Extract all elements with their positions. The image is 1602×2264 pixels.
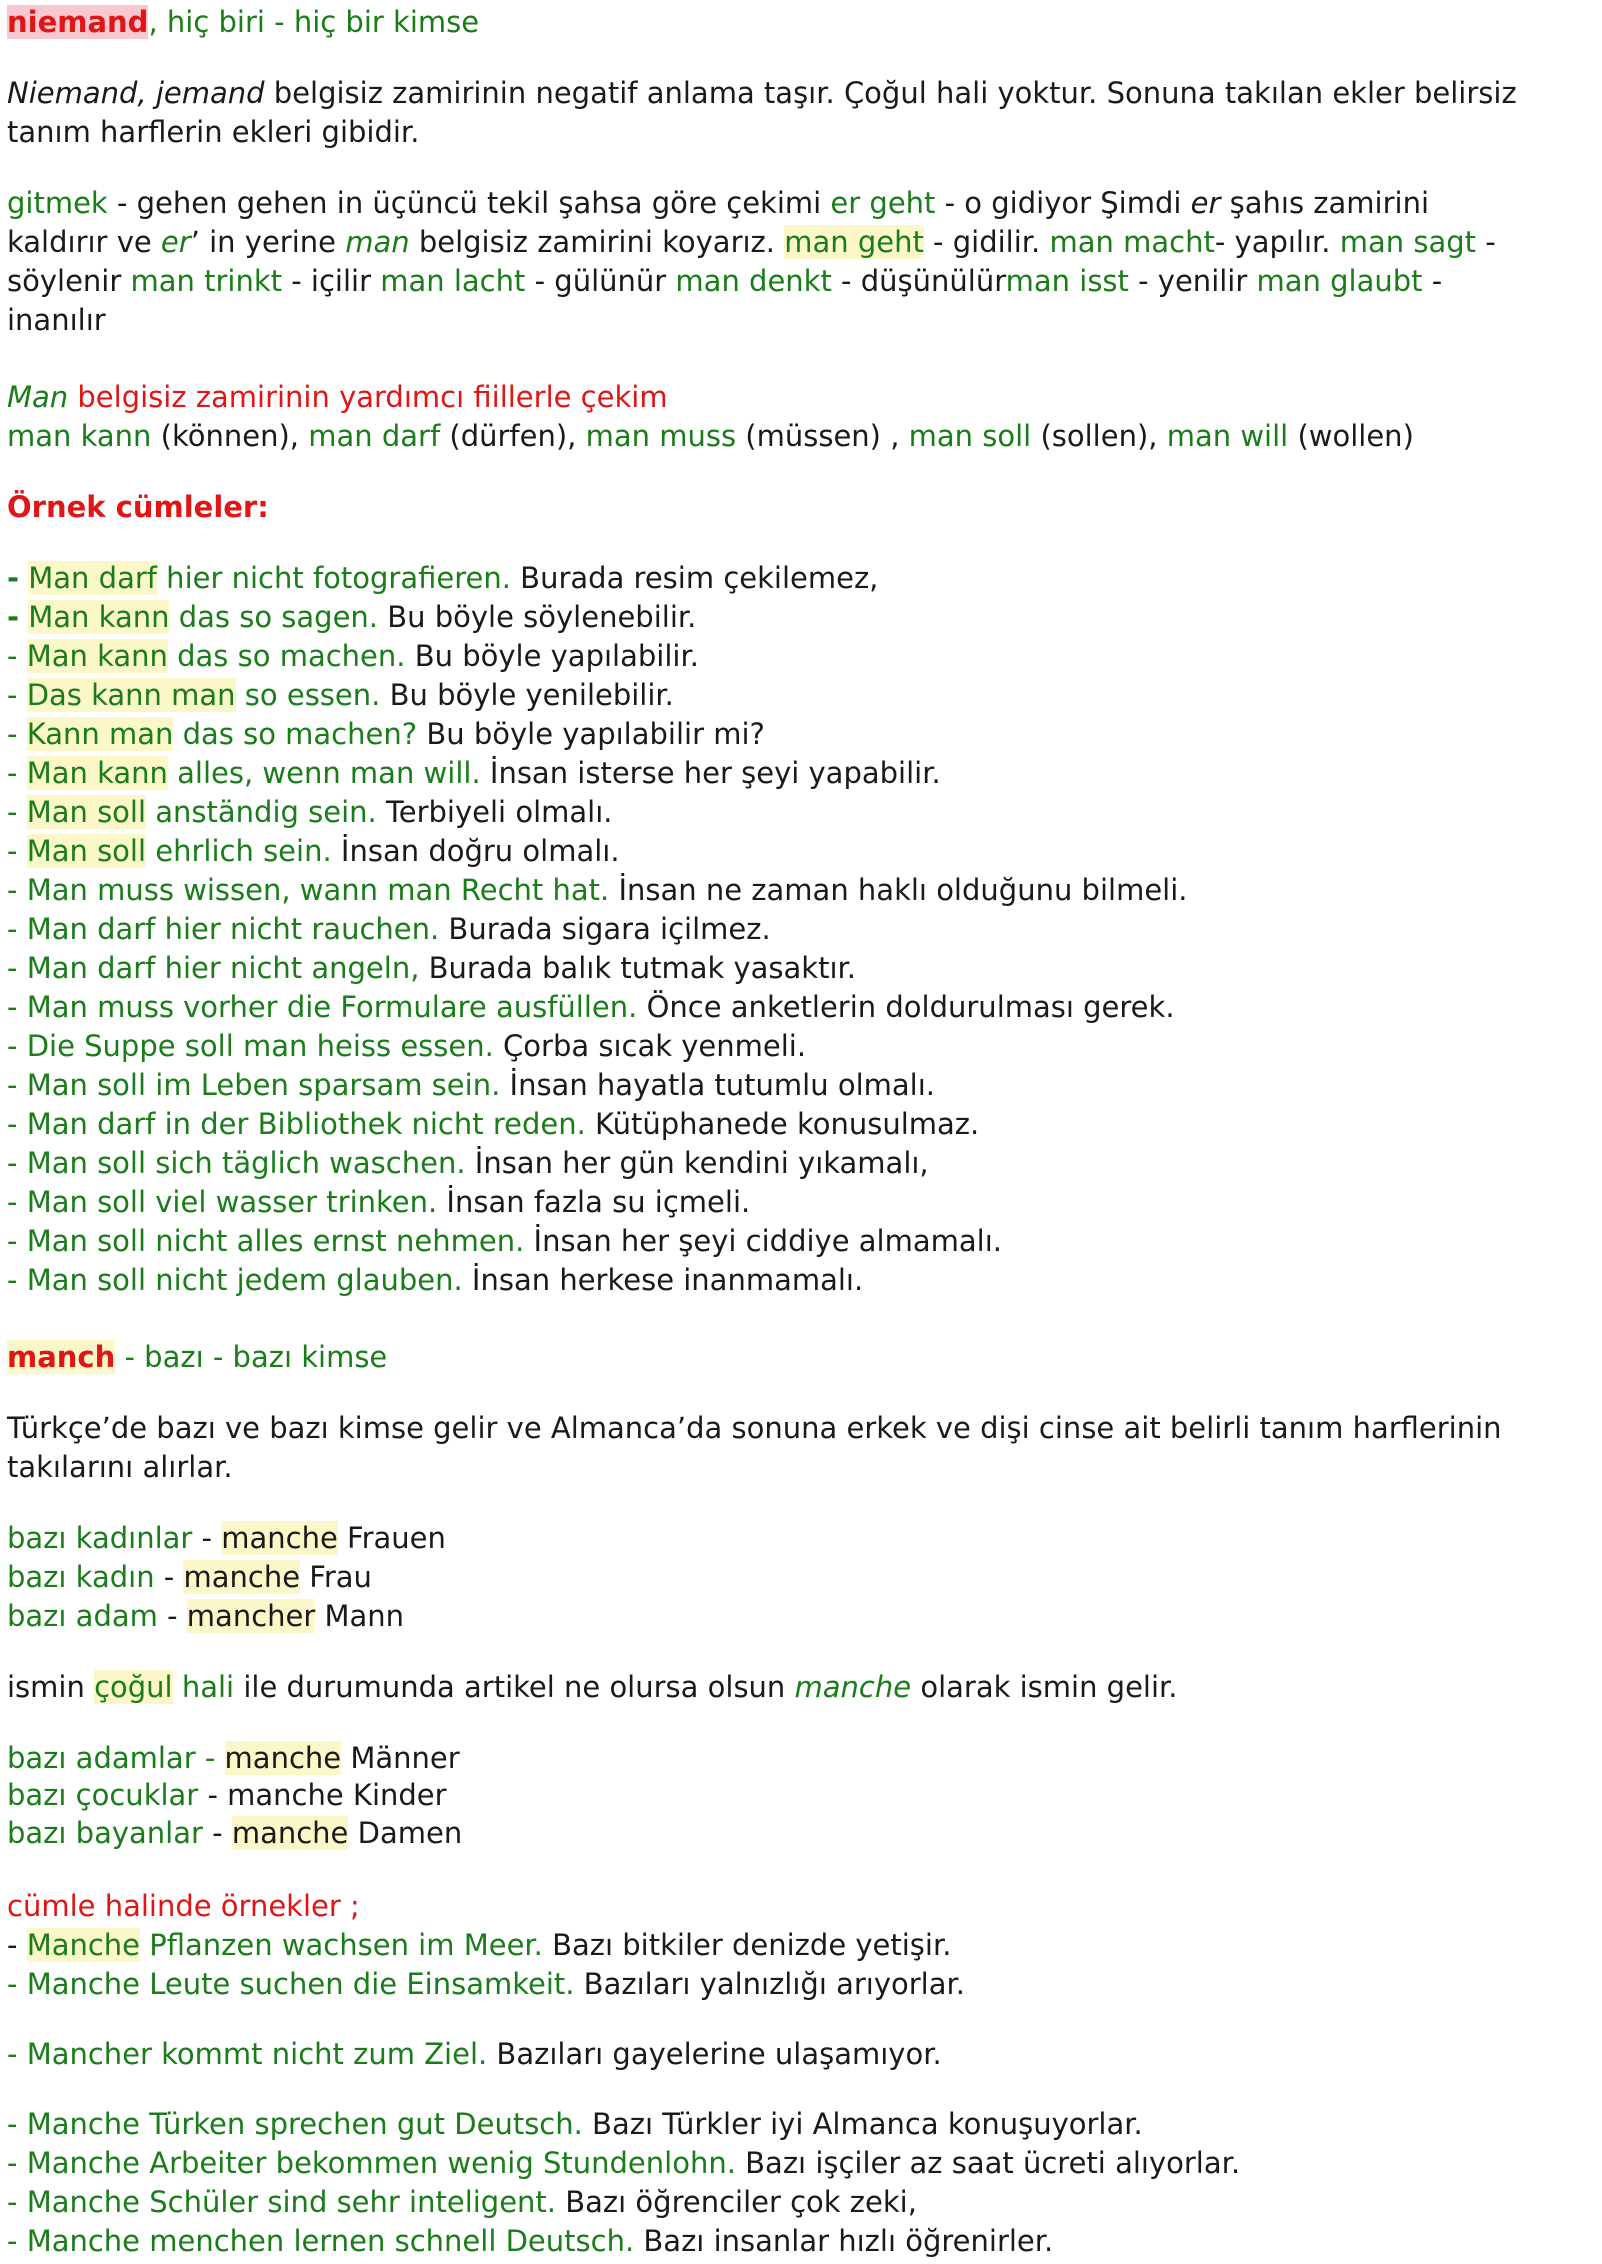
- term: gitmek: [7, 186, 108, 220]
- text: ismin: [7, 1670, 95, 1704]
- dash: -: [7, 2224, 27, 2258]
- term: man lacht: [380, 264, 526, 298]
- modal-list: [7, 417, 1414, 456]
- separator: -: [157, 1599, 187, 1633]
- example-sentence: [7, 1183, 750, 1222]
- highlight: Kann man: [26, 717, 174, 751]
- german-noun: Mann: [315, 1599, 405, 1633]
- german-text: Man soll im Leben sparsam sein.: [26, 1068, 501, 1102]
- manch-form: manche: [183, 1560, 301, 1594]
- text: şahıs zamirini: [1220, 186, 1430, 220]
- dash: -: [7, 1224, 27, 1258]
- german-text: Man soll nicht alles ernst nehmen.: [26, 1224, 525, 1258]
- german-noun: Damen: [348, 1816, 463, 1850]
- example-sentence: [7, 2035, 942, 2074]
- turkish-phrase: bazı adam: [7, 1599, 158, 1633]
- turkish-text: Terbiyeli olmalı.: [376, 795, 613, 829]
- modal-infinitive: (dürfen),: [440, 419, 586, 453]
- example-sentence: [7, 1105, 979, 1144]
- dash: -: [7, 1146, 27, 1180]
- dash: -: [7, 2146, 27, 2180]
- example-sentence: [7, 2105, 1143, 2144]
- highlight: Man kann: [26, 639, 168, 673]
- modal-form: man will: [1166, 419, 1289, 453]
- modal-infinitive: (können),: [151, 419, 309, 453]
- dash: -: [7, 873, 27, 907]
- turkish-phrase: bazı kadın: [7, 1560, 155, 1594]
- turkish-phrase: bazı kadınlar: [7, 1521, 193, 1555]
- german-noun: Frau: [300, 1560, 372, 1594]
- dash: -: [7, 795, 27, 829]
- highlight: Man kann: [28, 600, 170, 634]
- dash: -: [7, 1263, 27, 1297]
- text: [173, 1670, 182, 1704]
- german-text: Man soll viel wasser trinken.: [26, 1185, 438, 1219]
- dash: -: [7, 756, 27, 790]
- turkish-text: Bazı bitkiler denizde yetişir.: [542, 1928, 952, 1962]
- german-text: das so machen.: [167, 639, 406, 673]
- niemand-intro-line: [7, 113, 419, 152]
- highlight: Das kann man: [26, 678, 236, 712]
- modal-infinitive: (müssen) ,: [736, 419, 909, 453]
- text: olarak ismin gelir.: [911, 1670, 1178, 1704]
- plural-note: [7, 1668, 1178, 1707]
- turkish-text: Burada resim çekilemez,: [510, 561, 879, 595]
- dash: -: [7, 2037, 27, 2071]
- german-text: Man muss wissen, wann man Recht hat.: [26, 873, 610, 907]
- sentence-examples-heading: cümle halinde örnekler ;: [7, 1889, 360, 1923]
- pair-row: [7, 1558, 372, 1597]
- german-noun: Frauen: [337, 1521, 446, 1555]
- example-sentence: [7, 949, 856, 988]
- manch-title: [7, 1338, 387, 1377]
- term: hali: [181, 1670, 235, 1704]
- turkish-phrase: bazı çocuklar: [7, 1778, 199, 1812]
- pair-row: [7, 1739, 460, 1778]
- text: - içilir: [282, 264, 381, 298]
- german-noun: Männer: [341, 1741, 460, 1775]
- german-noun: Kinder: [343, 1778, 447, 1812]
- examples-heading: Örnek cümleler:: [7, 490, 269, 524]
- turkish-text: Önce anketlerin doldurulması gerek.: [637, 990, 1175, 1024]
- niemand-title-word: niemand: [7, 5, 149, 39]
- dash: -: [7, 951, 27, 985]
- intro-italic: Niemand, jemand: [7, 76, 265, 110]
- dash: -: [7, 1107, 27, 1141]
- text: söylenir: [7, 264, 131, 298]
- turkish-text: Bu böyle yenilebilir.: [380, 678, 674, 712]
- manch-intro-line: Türkçe’de bazı ve bazı kimse gelir ve Almanca’da sonuna erkek ve dişi cinse ait belirli tanım harflerinin: [7, 1411, 1502, 1445]
- term: er: [160, 225, 191, 259]
- turkish-text: İnsan hayatla tutumlu olmalı.: [500, 1068, 935, 1102]
- dash: -: [7, 639, 27, 673]
- conjugation-paragraph-line: [7, 262, 1442, 301]
- term: man sagt: [1339, 225, 1477, 259]
- pair-row: [7, 1519, 446, 1558]
- example-sentence: [7, 715, 765, 754]
- niemand-title-rest: , hiç biri - hiç bir kimse: [148, 5, 480, 39]
- term: man denkt: [675, 264, 832, 298]
- turkish-text: Bu böyle yapılabilir.: [405, 639, 699, 673]
- german-text: Manche Arbeiter bekommen wenig Stundenlohn.: [26, 2146, 736, 2180]
- term: man macht: [1049, 225, 1215, 259]
- example-sentence: [7, 559, 878, 598]
- dash: -: [7, 1185, 27, 1219]
- german-text: Pflanzen wachsen im Meer.: [140, 1928, 543, 1962]
- example-sentence: [7, 754, 941, 793]
- german-text: so essen.: [235, 678, 381, 712]
- dash: -: [7, 2107, 27, 2141]
- text: - o gidiyor Şimdi: [935, 186, 1191, 220]
- german-text: Man darf hier nicht rauchen.: [26, 912, 440, 946]
- turkish-text: Çorba sıcak yenmeli.: [493, 1029, 807, 1063]
- text: inanılır: [7, 303, 106, 337]
- example-sentence: [7, 871, 1188, 910]
- german-text: Manche Türken sprechen gut Deutsch.: [26, 2107, 583, 2141]
- modal-infinitive: (wollen): [1288, 419, 1414, 453]
- example-sentence: [7, 1222, 1002, 1261]
- dash: -: [7, 834, 27, 868]
- example-sentence: [7, 676, 674, 715]
- example-sentence: [7, 793, 612, 832]
- dash: -: [7, 561, 20, 595]
- pair-row: [7, 1776, 447, 1815]
- term: man geht: [784, 225, 924, 259]
- german-text: Man soll nicht jedem glauben.: [26, 1263, 463, 1297]
- turkish-text: İnsan herkese inanmamalı.: [462, 1263, 864, 1297]
- turkish-text: Burada balık tutmak yasaktır.: [419, 951, 856, 985]
- example-sentence: [7, 832, 620, 871]
- conjugation-paragraph-line: [7, 223, 1496, 262]
- modal-form: man darf: [308, 419, 441, 453]
- turkish-text: Bu böyle yapılabilir mi?: [417, 717, 765, 751]
- conjugation-paragraph-line: [7, 301, 106, 340]
- term: er geht: [830, 186, 936, 220]
- german-text: hier nicht fotografieren.: [156, 561, 511, 595]
- highlight: Manche: [26, 1928, 141, 1962]
- example-sentence: [7, 1066, 935, 1105]
- german-text: Die Suppe soll man heiss essen.: [26, 1029, 494, 1063]
- dash: -: [7, 2185, 27, 2219]
- text: - düşünülür: [831, 264, 1006, 298]
- example-sentence: [7, 2144, 1240, 2183]
- turkish-text: Bazı öğrenciler çok zeki,: [556, 2185, 917, 2219]
- dash: -: [7, 1928, 27, 1962]
- dash: -: [7, 990, 27, 1024]
- example-sentence: [7, 598, 696, 637]
- german-text: Man soll sich täglich waschen.: [26, 1146, 466, 1180]
- german-text: anständig sein.: [146, 795, 377, 829]
- niemand-intro-line: [7, 74, 1517, 113]
- dash: -: [7, 717, 27, 751]
- text: ’ in yerine: [190, 225, 346, 259]
- manch-form: manche: [227, 1778, 344, 1812]
- turkish-text: İnsan fazla su içmeli.: [437, 1185, 751, 1219]
- example-sentence: [7, 1965, 965, 2004]
- term: man isst: [1005, 264, 1129, 298]
- turkish-text: Bazıları yalnızlığı arıyorlar.: [574, 1967, 965, 2001]
- example-sentence: [7, 1144, 929, 1183]
- turkish-phrase: bazı adamlar: [7, 1741, 196, 1775]
- text: - gidilir.: [923, 225, 1050, 259]
- dash: -: [7, 678, 27, 712]
- manch-title-word: manch: [7, 1340, 116, 1374]
- separator: -: [198, 1778, 228, 1812]
- separator: -: [195, 1741, 225, 1775]
- text: belgisiz zamirini koyarız.: [409, 225, 785, 259]
- german-text: Manche Leute suchen die Einsamkeit.: [26, 1967, 575, 2001]
- modal-form: man kann: [7, 419, 152, 453]
- pair-row: [7, 1597, 404, 1636]
- german-text: Manche Schüler sind sehr inteligent.: [26, 2185, 557, 2219]
- modal-heading-italic: Man: [7, 380, 69, 414]
- modal-form: man soll: [908, 419, 1032, 453]
- text: ile durumunda artikel ne olursa olsun: [234, 1670, 795, 1704]
- german-text: das so sagen.: [169, 600, 379, 634]
- turkish-text: İnsan isterse her şeyi yapabilir.: [480, 756, 941, 790]
- turkish-text: Bazıları gayelerine ulaşamıyor.: [487, 2037, 942, 2071]
- manch-form: mancher: [186, 1599, 316, 1633]
- turkish-text: İnsan ne zaman haklı olduğunu bilmeli.: [609, 873, 1188, 907]
- example-sentence: [7, 988, 1175, 1027]
- example-sentence: [7, 910, 771, 949]
- manch-form: manche: [231, 1816, 349, 1850]
- example-sentence: [7, 1926, 951, 1965]
- term: man: [345, 225, 410, 259]
- example-sentence: [7, 1261, 863, 1300]
- example-sentence: [7, 2222, 1053, 2261]
- dash: -: [7, 600, 20, 634]
- german-text: Man darf in der Bibliothek nicht reden.: [26, 1107, 586, 1141]
- turkish-text: Kütüphanede konusulmaz.: [585, 1107, 980, 1141]
- german-text: Man muss vorher die Formulare ausfüllen.: [26, 990, 638, 1024]
- highlight: Man kann: [26, 756, 168, 790]
- turkish-phrase: bazı bayanlar: [7, 1816, 203, 1850]
- turkish-text: Bazı işçiler az saat ücreti alıyorlar.: [735, 2146, 1241, 2180]
- separator: -: [202, 1816, 232, 1850]
- separator: -: [192, 1521, 222, 1555]
- conjugation-paragraph-line: [7, 184, 1429, 223]
- turkish-text: Burada sigara içilmez.: [439, 912, 771, 946]
- intro-text: belgisiz zamirinin negatif anlama taşır. Çoğul hali yoktur. Sonuna takılan ekler belirsiz: [264, 76, 1517, 110]
- text: kaldırır ve: [7, 225, 161, 259]
- text: - yapılır.: [1214, 225, 1340, 259]
- term: manche: [794, 1670, 912, 1704]
- turkish-text: Bazı insanlar hızlı öğrenirler.: [634, 2224, 1054, 2258]
- dash: -: [7, 1967, 27, 2001]
- term: man glaubt: [1256, 264, 1423, 298]
- intro-text: tanım harflerin ekleri gibidir.: [7, 115, 420, 149]
- manch-title-rest: - bazı - bazı kimse: [115, 1340, 388, 1374]
- highlight: Man soll: [26, 834, 147, 868]
- german-text: ehrlich sein.: [146, 834, 332, 868]
- modal-infinitive: (sollen),: [1031, 419, 1167, 453]
- highlight: Man darf: [28, 561, 157, 595]
- german-text: Man darf hier nicht angeln,: [26, 951, 420, 985]
- pair-row: [7, 1814, 462, 1853]
- turkish-text: İnsan her gün kendini yıkamalı,: [465, 1146, 929, 1180]
- text: - gehen gehen in üçüncü tekil şahsa göre çekimi: [107, 186, 831, 220]
- dash: -: [7, 912, 27, 946]
- highlight: Man soll: [26, 795, 147, 829]
- separator: -: [154, 1560, 184, 1594]
- dash: -: [7, 1029, 27, 1063]
- example-sentence: [7, 2183, 917, 2222]
- term: er: [1190, 186, 1221, 220]
- german-text: das so machen?: [173, 717, 418, 751]
- text: - gülünür: [525, 264, 676, 298]
- manch-form: manche: [224, 1741, 342, 1775]
- manch-form: manche: [221, 1521, 338, 1555]
- german-text: alles, wenn man will.: [167, 756, 481, 790]
- term: çoğul: [94, 1670, 173, 1704]
- example-sentence: [7, 637, 699, 676]
- manch-intro-line: takılarını alırlar.: [7, 1450, 233, 1484]
- modal-heading-text: belgisiz zamirinin yardımcı fiillerle çekim: [68, 380, 668, 414]
- modal-heading: [7, 378, 668, 417]
- example-sentence: [7, 1027, 806, 1066]
- text: -: [1476, 225, 1496, 259]
- text: - yenilir: [1128, 264, 1257, 298]
- turkish-text: Bazı Türkler iyi Almanca konuşuyorlar.: [582, 2107, 1143, 2141]
- turkish-text: İnsan doğru olmalı.: [331, 834, 620, 868]
- text: -: [1422, 264, 1443, 298]
- modal-form: man muss: [585, 419, 737, 453]
- turkish-text: Bu böyle söylenebilir.: [378, 600, 697, 634]
- term: man trinkt: [130, 264, 283, 298]
- turkish-text: İnsan her şeyi ciddiye almamalı.: [524, 1224, 1002, 1258]
- niemand-title: [7, 3, 479, 42]
- dash: -: [7, 1068, 27, 1102]
- german-text: Mancher kommt nicht zum Ziel.: [26, 2037, 488, 2071]
- german-text: Manche menchen lernen schnell Deutsch.: [26, 2224, 635, 2258]
